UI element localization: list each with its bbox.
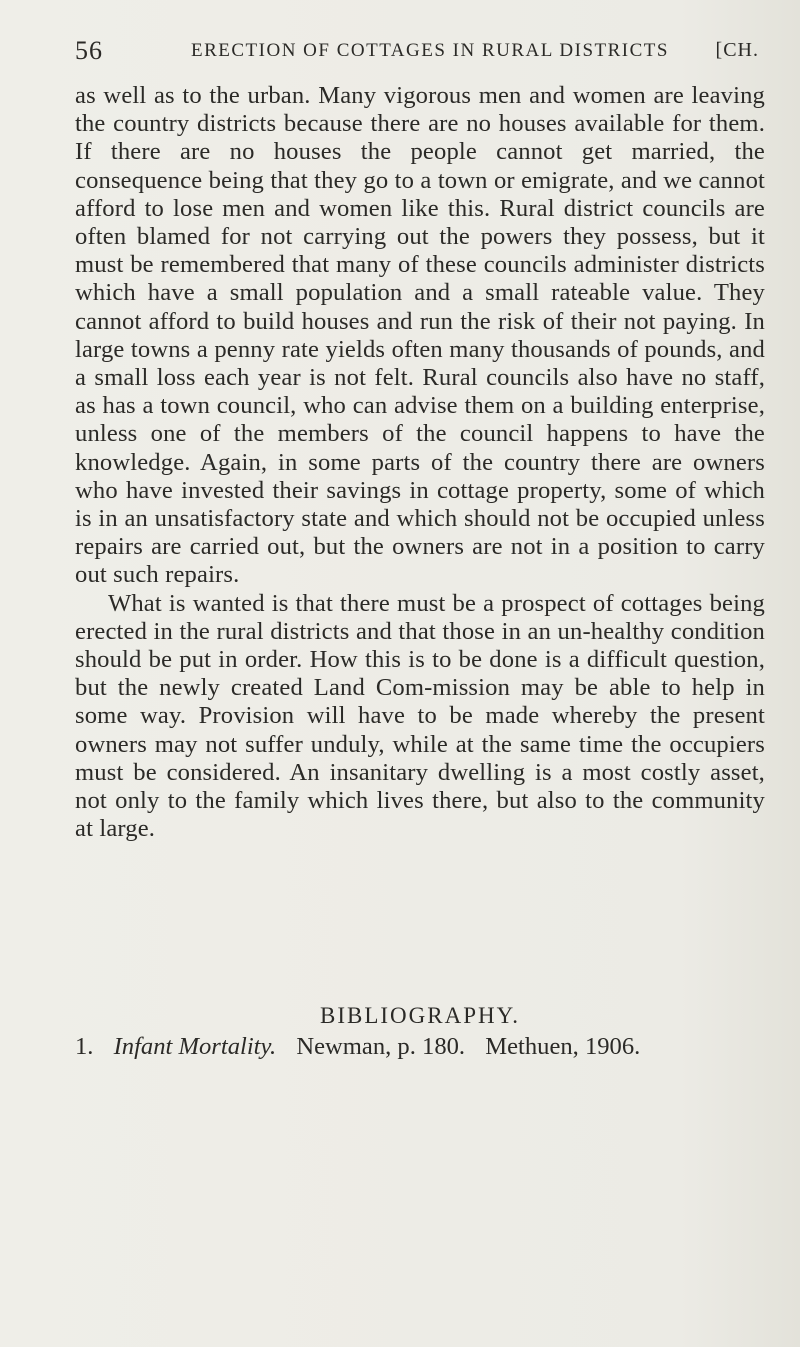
bibliography-heading: BIBLIOGRAPHY.	[319, 1003, 521, 1028]
entry-publisher: Methuen, 1906.	[485, 1033, 641, 1060]
entry-title: Infant Mortality.	[113, 1033, 277, 1060]
page-number: 56	[75, 36, 103, 65]
body-text	[75, 82, 765, 843]
paragraph: What is wanted is that there must be a prospect of cottages being erected in the rural districts and that those in an un-healthy condition should be put in order. How this is to be done is a difficult question, but the newly created Land Com-mission may be able to help in some way. Provision will have to be made whereby the present owners may not suffer unduly, while at the same time the occupiers must be considered. An insanitary dwelling is a most costly asset, not only to the family which lives there, but also to the community at large.	[75, 589, 765, 843]
bibliography-entry	[75, 1033, 765, 1061]
entry-author: Newman, p. 180.	[296, 1033, 466, 1060]
running-head	[75, 36, 765, 68]
running-title: ERECTION OF COTTAGES IN RURAL DISTRICTS	[191, 40, 669, 61]
entry-number: 1.	[75, 1033, 94, 1060]
chapter-reference: [CH.	[715, 39, 759, 61]
paragraph-continued: as well as to the urban. Many vigorous men and women are leaving the country districts because there are no houses available for them. If there are no houses the people cannot get married, the consequence being that they go to a town or emigrate, and we cannot afford to lose men and women like this. Rural district councils are often blamed for not carrying out the powers they possess, but it must be remembered that many of these councils administer districts which have a small population and a small rateable value. They cannot afford to build houses and run the risk of their not paying. In large towns a penny rate yields often many thousands of pounds, and a small loss each year is not felt. Rural councils also have no staff, as has a town council, who can advise them on a building enterprise, unless one of the members of the council happens to have the knowledge. Again, in some parts of the country there are owners who have invested their savings in cottage property, some of which is in an unsatisfactory state and which should not be occupied unless repairs are carried out, but the owners are not in a position to carry out such repairs.	[75, 82, 765, 589]
